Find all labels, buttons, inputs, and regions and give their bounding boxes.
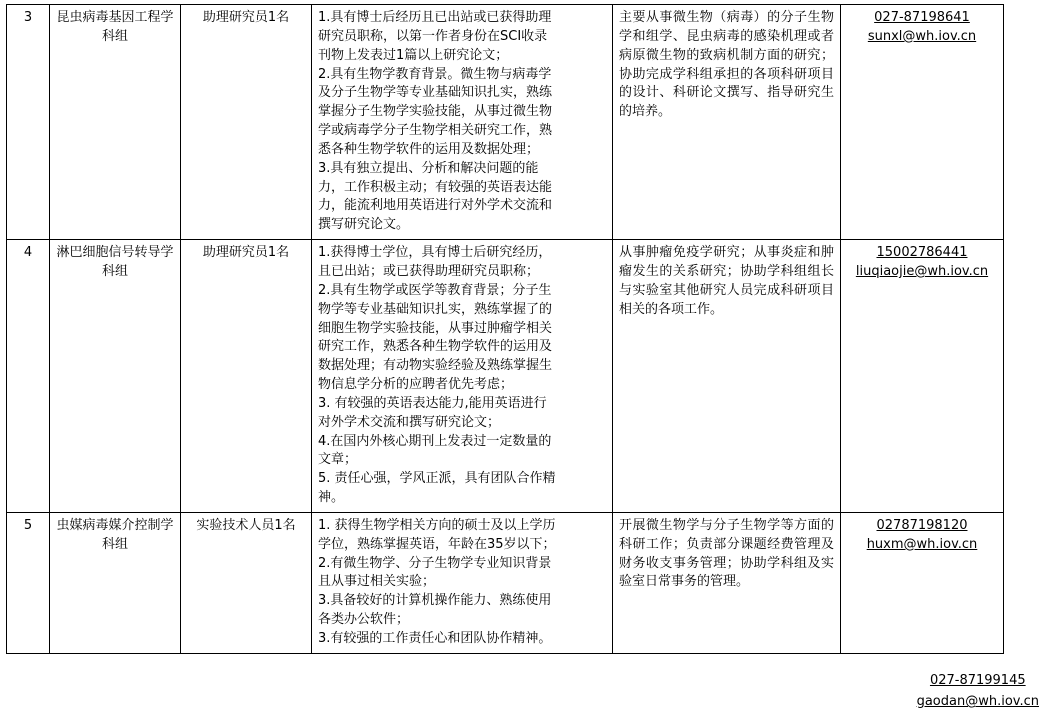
row-duties: 从事肿瘤免疫学研究；从事炎症和肿瘤发生的关系研究；协助学科组组长与实验室其他研究人员完成科研项目相关的各项工作。 bbox=[613, 240, 841, 513]
page-footer-contact bbox=[917, 671, 1039, 713]
requirement-line: 神。 bbox=[318, 490, 345, 506]
contact-email[interactable]: sunxl@wh.iov.cn bbox=[867, 28, 977, 44]
requirement-line: 文章； bbox=[318, 452, 358, 468]
requirement-line: 研究员职称，以第一作者身份在SCI收录 bbox=[318, 28, 548, 44]
recruitment-table bbox=[6, 4, 1004, 654]
requirement-line: 2.具有生物学或医学等教育背景；分子生 bbox=[318, 282, 552, 298]
row-duties: 开展微生物学与分子生物学等方面的科研工作；负责部分课题经费管理及财务收支事务管理；协助学科组及实验室日常事务的管理。 bbox=[613, 512, 841, 653]
row-post: 助理研究员1名 bbox=[181, 5, 312, 240]
requirement-line: 刊物上发表过1篇以上研究论文； bbox=[318, 47, 509, 63]
contact-phone[interactable]: 027-87198641 bbox=[874, 10, 970, 25]
contact-email[interactable]: liuqiaojie@wh.iov.cn bbox=[855, 263, 989, 279]
requirement-line: 学或病毒学分子生物学相关研究工作，熟 bbox=[318, 123, 553, 139]
requirement-line: 且从事过相关实验； bbox=[318, 574, 436, 590]
requirement-line: 3.具有独立提出、分析和解决问题的能 bbox=[318, 160, 539, 176]
row-requirements bbox=[312, 240, 613, 513]
row-contact bbox=[841, 240, 1004, 513]
row-contact bbox=[841, 512, 1004, 653]
requirement-line: 3. 有较强的英语表达能力,能用英语进行 bbox=[318, 395, 547, 411]
requirements-lines bbox=[318, 517, 606, 649]
requirement-line: 1. 获得生物学相关方向的硕士及以上学历 bbox=[318, 517, 556, 533]
requirement-line: 各类办公软件； bbox=[318, 612, 410, 628]
requirement-line: 撰写研究论文。 bbox=[318, 217, 410, 233]
row-duties: 主要从事微生物（病毒）的分子生物学和组学、昆虫病毒的感染机理或者病原微生物的致病机制方面的研究；协助完成学科组承担的各项科研项目的设计、科研论文撰写、指导研究生的培养。 bbox=[613, 5, 841, 240]
document-page bbox=[0, 4, 1045, 719]
footer-contact-email[interactable]: gaodan@wh.iov.cn bbox=[916, 694, 1039, 710]
requirement-line: 对外学术交流和撰写研究论文； bbox=[318, 414, 501, 430]
row-post: 助理研究员1名 bbox=[181, 240, 312, 513]
requirement-line: 掌握分子生物学实验技能，从事过微生物 bbox=[318, 104, 553, 120]
row-group-name: 虫媒病毒媒介控制学科组 bbox=[50, 512, 181, 653]
table-row bbox=[7, 5, 1004, 240]
requirement-line: 细胞生物学实验技能，从事过肿瘤学相关 bbox=[318, 320, 553, 336]
row-group-name: 昆虫病毒基因工程学科组 bbox=[50, 5, 181, 240]
row-requirements bbox=[312, 5, 613, 240]
row-number: 4 bbox=[7, 240, 50, 513]
contact-email[interactable]: huxm@wh.iov.cn bbox=[866, 536, 978, 552]
requirement-line: 学位，熟练掌握英语，年龄在35岁以下； bbox=[318, 536, 556, 552]
contact-phone[interactable]: 15002786441 bbox=[876, 245, 968, 261]
requirements-lines bbox=[318, 244, 606, 508]
requirement-line: 2.有微生物学、分子生物学专业知识背景 bbox=[318, 555, 552, 571]
requirement-line: 数据处理；有动物实验经验及熟练掌握生 bbox=[318, 358, 553, 374]
requirement-line: 且已出站；或已获得助理研究员职称； bbox=[318, 263, 540, 279]
requirement-line: 4.在国内外核心期刊上发表过一定数量的 bbox=[318, 433, 552, 449]
requirement-line: 5. 责任心强，学风正派，具有团队合作精 bbox=[318, 471, 556, 487]
row-requirements bbox=[312, 512, 613, 653]
row-contact bbox=[841, 5, 1004, 240]
table-row bbox=[7, 512, 1004, 653]
requirement-line: 及分子生物学等专业基础知识扎实，熟练 bbox=[318, 85, 553, 101]
row-post: 实验技术人员1名 bbox=[181, 512, 312, 653]
contact-phone[interactable]: 02787198120 bbox=[876, 517, 968, 533]
requirement-line: 力，能流利地用英语进行对外学术交流和 bbox=[318, 198, 553, 214]
table-row bbox=[7, 240, 1004, 513]
requirement-line: 力，工作积极主动；有较强的英语表达能 bbox=[318, 179, 553, 195]
requirement-line: 研究工作，熟悉各种生物学软件的运用及 bbox=[318, 339, 553, 355]
requirement-line: 2.具有生物学教育背景。微生物与病毒学 bbox=[318, 66, 552, 82]
row-number: 5 bbox=[7, 512, 50, 653]
requirements-lines bbox=[318, 9, 606, 235]
row-group-name: 淋巴细胞信号转导学科组 bbox=[50, 240, 181, 513]
requirement-line: 3.有较强的工作责任心和团队协作精神。 bbox=[318, 631, 552, 646]
requirement-line: 1.获得博士学位，具有博士后研究经历， bbox=[318, 245, 552, 261]
requirement-line: 物信息学分析的应聘者优先考虑； bbox=[318, 377, 514, 393]
footer-contact-phone[interactable]: 027-87199145 bbox=[929, 673, 1026, 689]
row-number: 3 bbox=[7, 5, 50, 240]
requirement-line: 1.具有博士后经历且已出站或已获得助理 bbox=[318, 10, 552, 25]
requirement-line: 悉各种生物学软件的运用及数据处理； bbox=[318, 141, 540, 157]
requirement-line: 物学等专业基础知识扎实，熟练掌握了的 bbox=[318, 301, 553, 317]
requirement-line: 3.具备较好的计算机操作能力、熟练使用 bbox=[318, 593, 552, 609]
table-body bbox=[7, 5, 1004, 654]
